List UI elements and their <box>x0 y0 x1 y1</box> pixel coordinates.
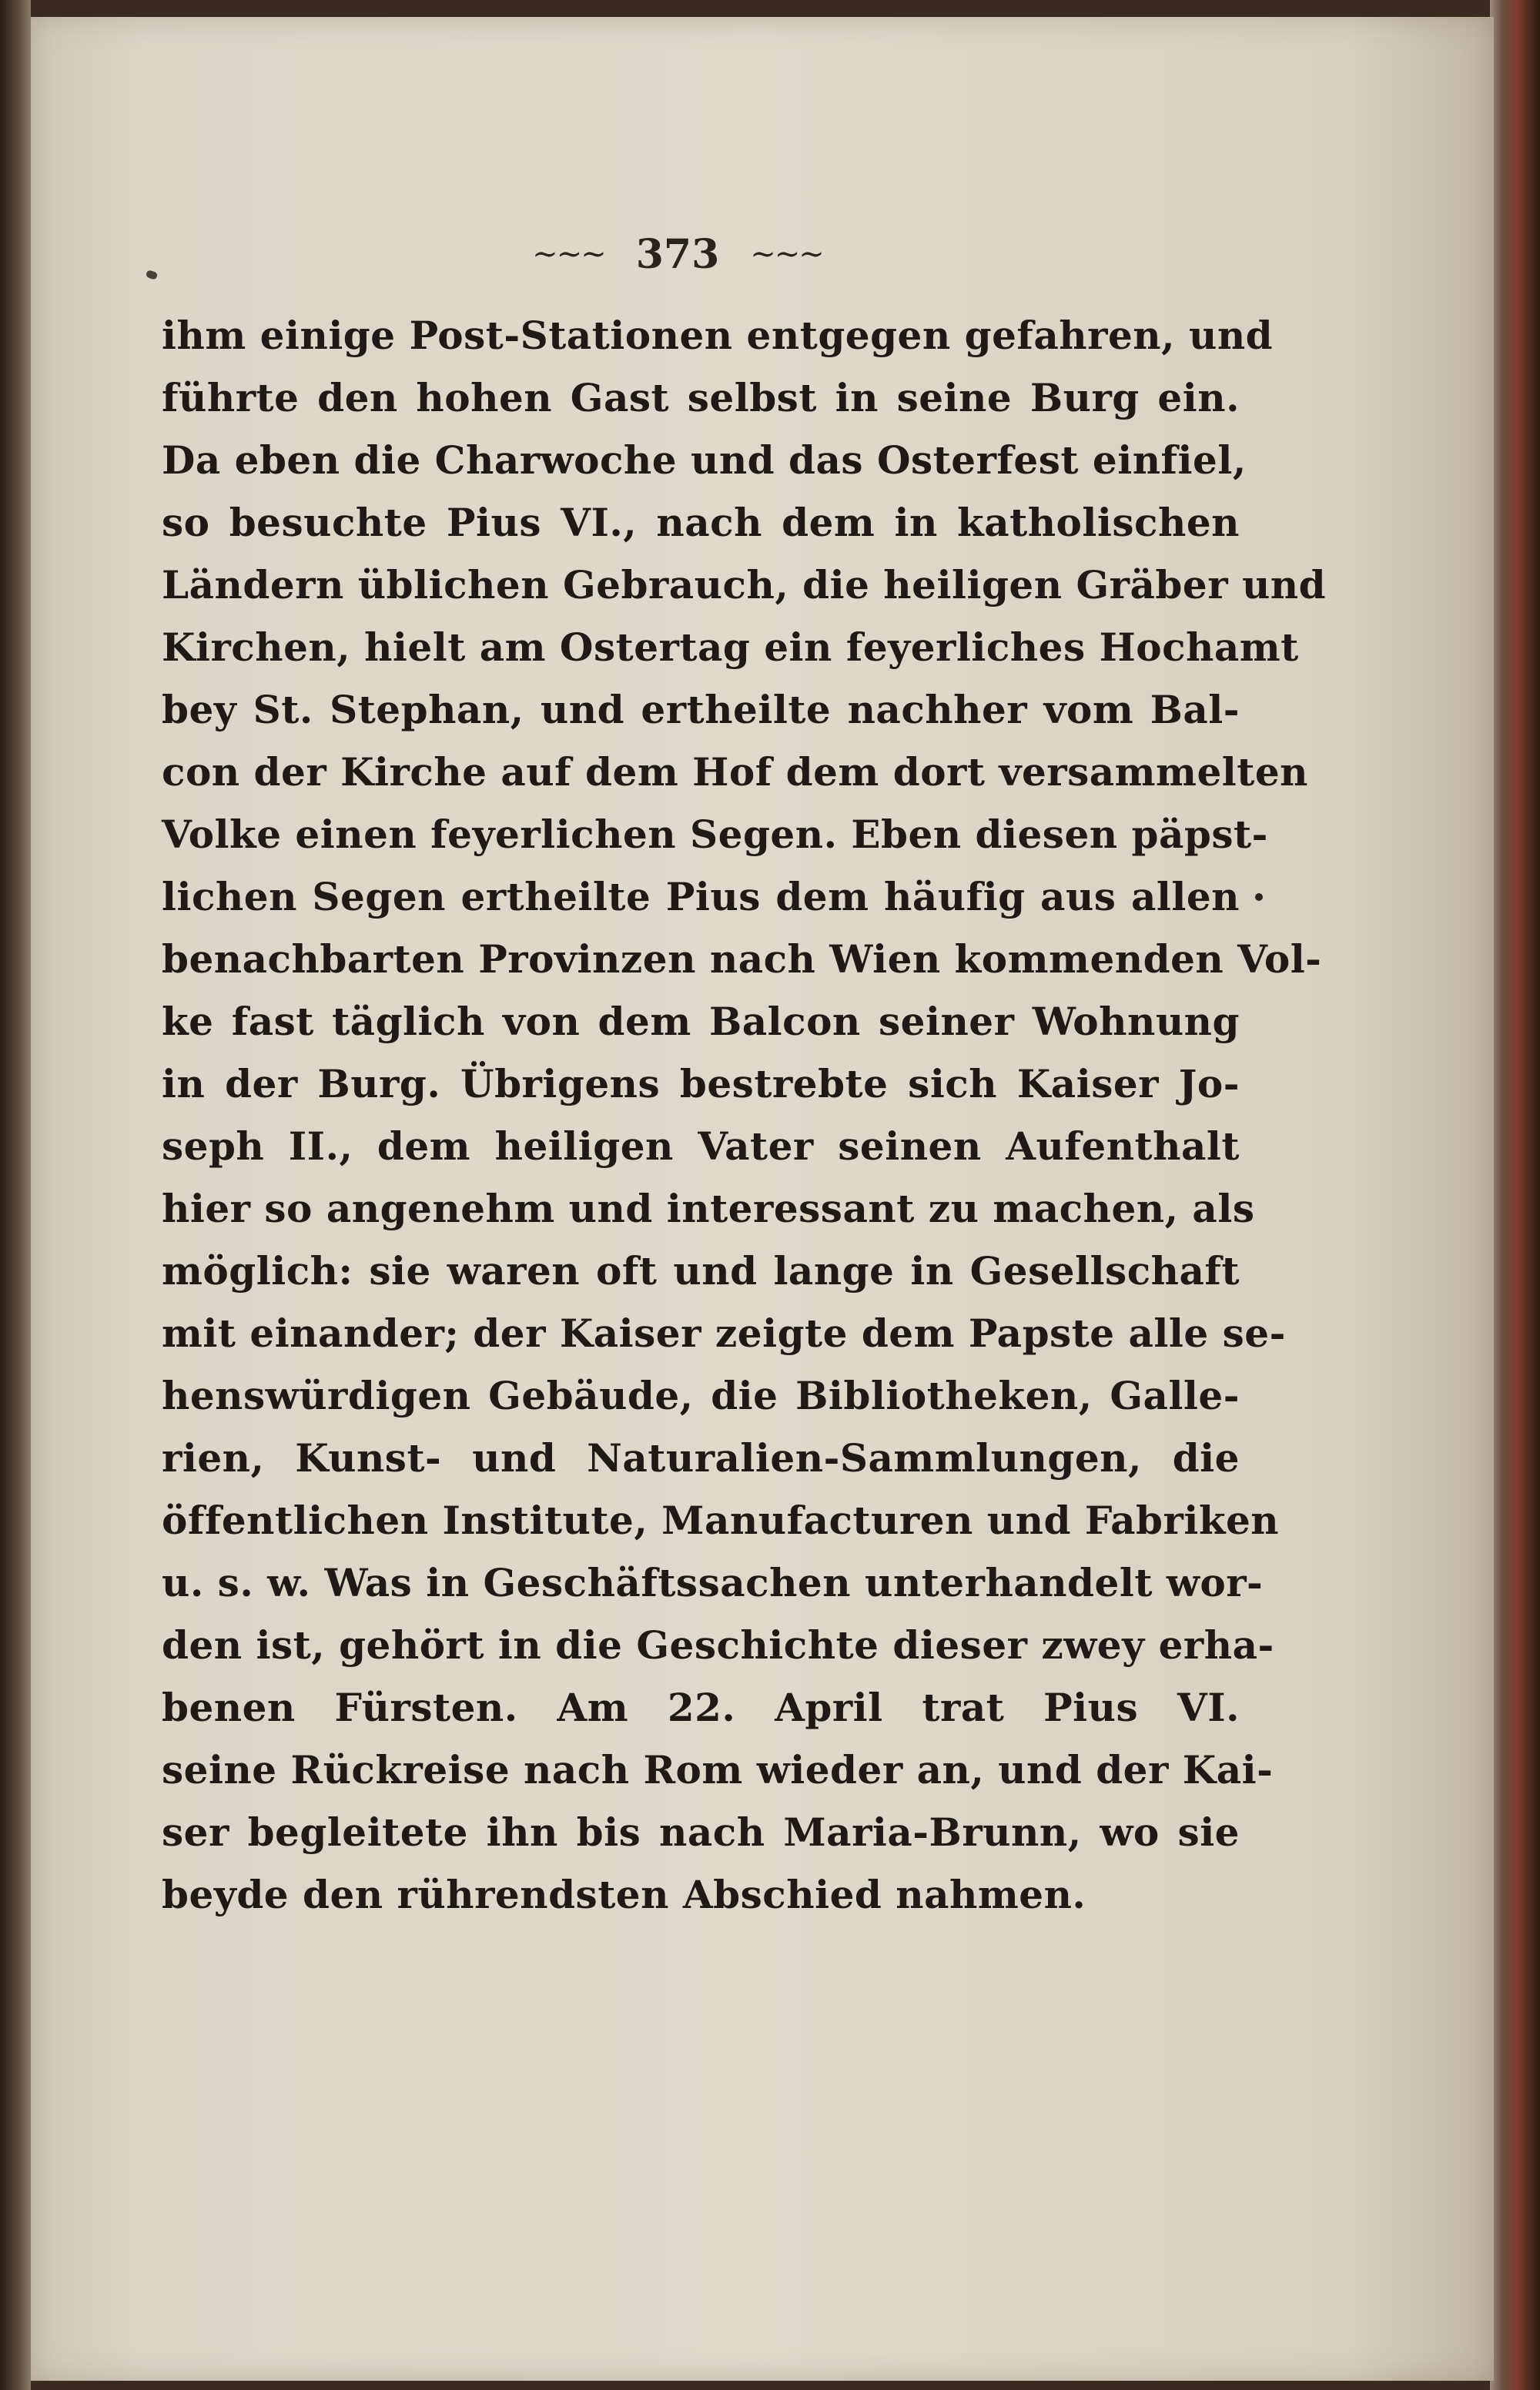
text-line: bey St. Stephan, und ertheilte nachher vom Bal- <box>162 687 1240 732</box>
text-line: rien, Kunst- und Naturalien-Sammlungen, die <box>162 1435 1240 1481</box>
text-line: lichen Segen ertheilte Pius dem häufig aus allen <box>162 874 1240 919</box>
body-text <box>162 304 1327 1926</box>
text-line-last: beyde den rührendsten Abschied nahmen. <box>162 1872 1086 1917</box>
book-binding-left <box>0 0 31 2390</box>
text-line: seine Rückreise nach Rom wieder an, und der Kai- <box>162 1747 1274 1792</box>
text-line: führte den hohen Gast selbst in seine Burg ein. <box>162 375 1240 420</box>
text-line: henswürdigen Gebäude, die Bibliotheken, Galle- <box>162 1373 1240 1418</box>
text-line: seph II., dem heiligen Vater seinen Aufenthalt <box>162 1123 1240 1169</box>
text-line: Kirchen, hielt am Ostertag ein feyerliches Hochamt <box>162 624 1299 670</box>
text-line: möglich: sie waren oft und lange in Gesellschaft <box>162 1248 1240 1294</box>
text-line: benachbarten Provinzen nach Wien kommenden Vol- <box>162 936 1322 982</box>
text-line: benen Fürsten. Am 22. April trat Pius VI. <box>162 1685 1240 1730</box>
text-line: Volke einen feyerlichen Segen. Eben diesen päpst- <box>162 812 1268 857</box>
text-line: Ländern üblichen Gebrauch, die heiligen Gräber und <box>162 562 1327 608</box>
text-line: u. s. w. Was in Geschäftssachen unterhandelt wor- <box>162 1560 1264 1605</box>
text-line: hier so angenehm und interessant zu machen, als <box>162 1186 1255 1231</box>
text-line: mit einander; der Kaiser zeigte dem Papste alle se- <box>162 1310 1286 1356</box>
text-line: so besuchte Pius VI., nach dem in katholischen <box>162 500 1240 545</box>
text-line: den ist, gehört in die Geschichte dieser zwey erha- <box>162 1622 1274 1668</box>
text-line: Da eben die Charwoche und das Osterfest einfiel, <box>162 437 1247 483</box>
page-header <box>462 227 893 281</box>
text-line: ke fast täglich von dem Balcon seiner Wohnung <box>162 999 1240 1044</box>
text-line: ihm einige Post-Stationen entgegen gefahren, und <box>162 313 1274 358</box>
header-ornament-left: ∼∼∼ <box>532 236 605 272</box>
page-number: 373 <box>635 230 720 278</box>
text-line: öffentlichen Institute, Manufacturen und Fabriken <box>162 1498 1280 1543</box>
text-line: in der Burg. Übrigens bestrebte sich Kaiser Jo- <box>162 1061 1240 1106</box>
margin-dot <box>1255 893 1263 901</box>
book-page-edges-right <box>1490 0 1540 2390</box>
header-ornament-right: ∼∼∼ <box>750 236 823 272</box>
text-line: con der Kirche auf dem Hof dem dort versammelten <box>162 749 1309 795</box>
text-line: ser begleitete ihn bis nach Maria-Brunn, wo sie <box>162 1809 1240 1855</box>
